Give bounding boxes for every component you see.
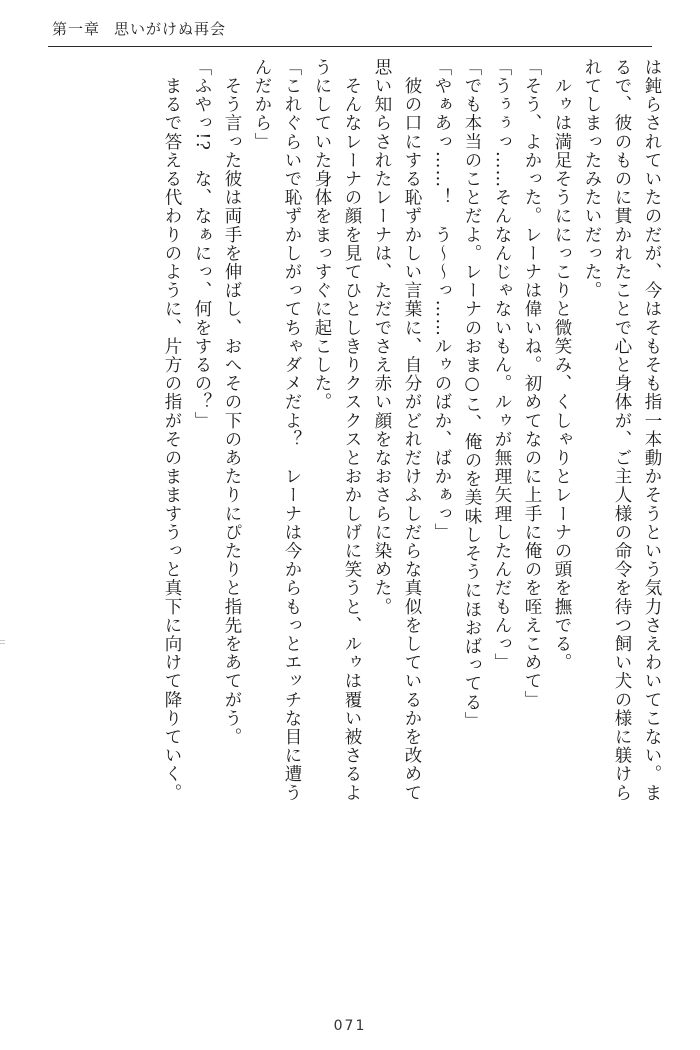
body-text: [44, 58, 660, 993]
text-line: 「ふやっ!? な、なぁにっ、何をするの？」: [192, 58, 212, 431]
text-line: 思い知らされたレーナは、ただでさえ赤い顔をなおさらに染めた。: [372, 58, 392, 616]
scan-edge-mark: [0, 640, 5, 641]
text-line: んだから」: [252, 58, 272, 151]
text-line: 彼の口にする恥ずかしい言葉に、自分がどれだけふしだらな真似をしているかを改めて: [402, 58, 422, 802]
text-line: うにしていた身体をまっすぐに起こした。: [312, 58, 332, 412]
text-line: れてしまったみたいだった。: [582, 58, 602, 300]
chapter-number: 第一章: [52, 20, 101, 38]
page-number: 071: [333, 1018, 367, 1034]
text-line: るで、彼のものに貫かれたことで心と身体が、ご主人様の命令を待つ飼い犬の様に躾けら: [612, 58, 632, 802]
text-line: 「でも本当のことだよ。レーナのおま○こ、俺のを美味しそうにほおばってる」: [462, 58, 482, 731]
text-line: そんなレーナの顔を見てひとしきりクスクスとおかしげに笑うと、ルゥは覆い被さるよ: [342, 58, 362, 802]
text-line: 「やぁあっ……！ う～～っ……ルゥのばか、ばかぁっ」: [432, 58, 452, 542]
scan-edge-mark: [0, 643, 5, 644]
header-rule: [48, 46, 652, 47]
chapter-title: 思いがけぬ再会: [114, 20, 227, 38]
text-line: ルゥは満足そうににっこりと微笑み、くしゃりとレーナの頭を撫でる。: [552, 58, 572, 672]
text-line: そう言った彼は両手を伸ばし、おへその下のあたりにぴたりと指先をあてがう。: [222, 58, 242, 747]
text-line: 「うぅぅっ……そんなんじゃないもん。ルゥが無理矢理したんだもんっ」: [492, 58, 512, 672]
running-head: [52, 18, 226, 39]
text-line: 「これぐらいで恥ずかしがってちゃダメだよ？ レーナは今からもっとエッチな目に遭う: [282, 58, 302, 802]
text-line: 「そう、よかった。レーナは偉いね。初めてなのに上手に俺のを咥えこめて」: [522, 58, 542, 709]
text-line: は鈍らされていたのだが、今はそもそも指一本動かそうという気力さえわいてこない。ま: [642, 58, 662, 802]
text-line: まるで答える代わりのように、片方の指がそのまますうっと真下に向けて降りていく。: [162, 58, 182, 802]
